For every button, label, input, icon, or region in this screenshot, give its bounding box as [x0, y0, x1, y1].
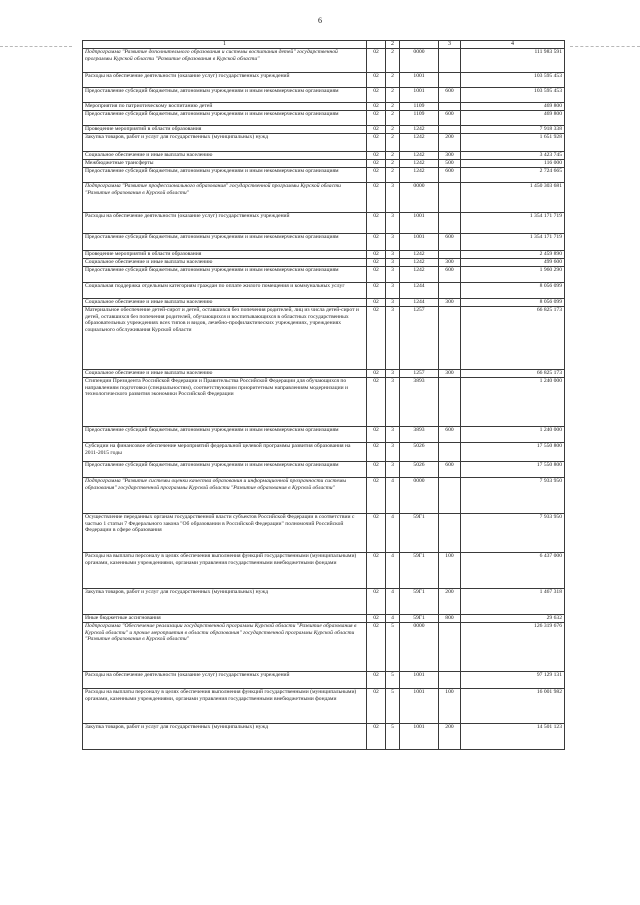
row-name-cell: Социальное обеспечение и иные выплаты населению [83, 259, 367, 267]
row-code-cell: 5026 [400, 443, 439, 462]
row-amount-cell: 499 600 [461, 259, 565, 267]
row-code-cell: 2 [386, 160, 400, 168]
table-row [83, 88, 565, 103]
row-code-cell: 5 [386, 672, 400, 689]
row-code-cell: 2 [386, 73, 400, 88]
row-name-cell: Расходы на обеспечение деятельности (оказание услуг) государственных учреждений [83, 213, 367, 234]
row-code-cell: 3 [386, 299, 400, 307]
row-amount-cell: 29 632 [461, 615, 565, 623]
row-name-cell: Проведение мероприятий в области образования [83, 251, 367, 259]
row-amount-cell: 14 501 123 [461, 724, 565, 750]
table-row [83, 307, 565, 370]
row-type-cell [439, 49, 461, 73]
row-type-cell [439, 378, 461, 427]
table-row [83, 378, 565, 427]
row-name-cell: Иные бюджетные ассигнования [83, 615, 367, 623]
row-code-cell: 1257 [400, 370, 439, 378]
row-code-cell: 1242 [400, 259, 439, 267]
row-type-cell: 100 [439, 553, 461, 589]
table-row [83, 234, 565, 251]
row-amount-cell: 1 354 171 719 [461, 213, 565, 234]
row-type-cell: 300 [439, 152, 461, 160]
row-code-cell: 02 [367, 589, 386, 615]
table-body [83, 49, 565, 750]
column-header [400, 41, 439, 49]
row-code-cell: 02 [367, 267, 386, 283]
row-code-cell: 1109 [400, 111, 439, 126]
row-code-cell: 5 [386, 724, 400, 750]
row-code-cell: 3 [386, 307, 400, 370]
row-code-cell: 02 [367, 49, 386, 73]
row-name-cell: Предоставление субсидий бюджетным, автономным учреждениям и иным некоммерческим организациям [83, 234, 367, 251]
table-row [83, 183, 565, 213]
row-code-cell: 02 [367, 134, 386, 152]
row-amount-cell: 126 319 676 [461, 623, 565, 672]
row-code-cell: 02 [367, 73, 386, 88]
row-name-cell: Субсидии на финансовое обеспечение мероприятий федеральной целевой программы развития образования на 2011-2015 годы [83, 443, 367, 462]
row-code-cell: 02 [367, 103, 386, 111]
row-name-cell: Расходы на обеспечение деятельности (оказание услуг) государственных учреждений [83, 73, 367, 88]
row-code-cell: 02 [367, 160, 386, 168]
row-amount-cell: 1 240 000 [461, 427, 565, 443]
row-amount-cell: 17 550 800 [461, 443, 565, 462]
row-code-cell: 02 [367, 672, 386, 689]
row-code-cell: 3 [386, 267, 400, 283]
table-header-row [83, 41, 565, 49]
row-name-cell: Межбюджетные трансферты [83, 160, 367, 168]
row-code-cell: 1242 [400, 160, 439, 168]
row-amount-cell: 7 933 950 [461, 514, 565, 553]
row-type-cell [439, 73, 461, 88]
row-type-cell: 600 [439, 267, 461, 283]
scan-artifact-line [570, 46, 640, 47]
row-code-cell: 2 [386, 152, 400, 160]
row-name-cell: Мероприятия по патриотическому воспитанию детей [83, 103, 367, 111]
row-amount-cell: 2 724 665 [461, 168, 565, 183]
row-code-cell: 1001 [400, 73, 439, 88]
row-code-cell: 02 [367, 251, 386, 259]
row-amount-cell: 66 825 173 [461, 370, 565, 378]
row-name-cell: Расходы на выплаты персоналу в целях обеспечения выполнения функций государственными (муниципальными) органами, казенными учреждениями, органами управления государственными внебюджетными фондами [83, 553, 367, 589]
row-type-cell: 600 [439, 427, 461, 443]
row-code-cell: 02 [367, 213, 386, 234]
row-name-cell: Предоставление субсидий бюджетным, автономным учреждениям и иным некоммерческим организациям [83, 427, 367, 443]
row-type-cell [439, 514, 461, 553]
row-code-cell: 3 [386, 259, 400, 267]
row-amount-cell: 66 825 173 [461, 307, 565, 370]
row-code-cell: 4 [386, 478, 400, 514]
row-type-cell [439, 213, 461, 234]
row-code-cell: 4 [386, 615, 400, 623]
row-amount-cell: 3 423 745 [461, 152, 565, 160]
row-type-cell [439, 103, 461, 111]
row-amount-cell: 103 595 453 [461, 73, 565, 88]
row-code-cell: 3 [386, 370, 400, 378]
row-code-cell: 0000 [400, 183, 439, 213]
row-code-cell: 02 [367, 183, 386, 213]
table-row [83, 553, 565, 589]
row-code-cell: 02 [367, 553, 386, 589]
row-code-cell: 5 [386, 623, 400, 672]
column-header: 1 [83, 41, 367, 49]
row-code-cell: 2 [386, 103, 400, 111]
row-code-cell: 02 [367, 259, 386, 267]
row-code-cell: 02 [367, 370, 386, 378]
row-code-cell: 2 [386, 49, 400, 73]
row-code-cell: 0000 [400, 623, 439, 672]
row-code-cell: 02 [367, 462, 386, 478]
page-number: 6 [318, 16, 322, 25]
row-type-cell: 600 [439, 462, 461, 478]
row-type-cell [439, 672, 461, 689]
row-code-cell: 02 [367, 88, 386, 103]
row-amount-cell: 8 056 099 [461, 299, 565, 307]
row-code-cell: 1109 [400, 103, 439, 111]
row-code-cell: 4 [386, 553, 400, 589]
row-type-cell [439, 478, 461, 514]
row-code-cell: 3 [386, 462, 400, 478]
table-row [83, 49, 565, 73]
table-row [83, 623, 565, 672]
row-name-cell: Предоставление субсидий бюджетным, автономным учреждениям и иным некоммерческим организациям [83, 168, 367, 183]
table-row [83, 168, 565, 183]
row-name-cell: Закупка товаров, работ и услуг для государственных (муниципальных) нужд [83, 589, 367, 615]
row-code-cell: 3893 [400, 427, 439, 443]
row-code-cell: 5026 [400, 462, 439, 478]
row-amount-cell: 8 056 099 [461, 283, 565, 299]
row-code-cell: 3 [386, 213, 400, 234]
row-code-cell: 4 [386, 514, 400, 553]
row-code-cell: 59Г1 [400, 615, 439, 623]
row-code-cell: 02 [367, 126, 386, 134]
row-code-cell: 02 [367, 623, 386, 672]
row-type-cell: 300 [439, 370, 461, 378]
row-name-cell: Подпрограмма "Развитие профессионального образования" государственной программы Курской области "Развитие образования в Курской области" [83, 183, 367, 213]
row-code-cell: 2 [386, 134, 400, 152]
row-code-cell: 3 [386, 443, 400, 462]
scan-artifact-line [0, 46, 72, 47]
row-code-cell: 02 [367, 427, 386, 443]
table-row [83, 267, 565, 283]
row-amount-cell: 1 651 928 [461, 134, 565, 152]
row-code-cell: 02 [367, 299, 386, 307]
row-code-cell: 1001 [400, 672, 439, 689]
table-row [83, 251, 565, 259]
row-name-cell: Закупка товаров, работ и услуг для государственных (муниципальных) нужд [83, 134, 367, 152]
row-name-cell: Предоставление субсидий бюджетным, автономным учреждениям и иным некоммерческим организациям [83, 111, 367, 126]
row-amount-cell: 103 595 453 [461, 88, 565, 103]
row-amount-cell: 1 450 303 681 [461, 183, 565, 213]
row-name-cell: Проведение мероприятий в области образования [83, 126, 367, 134]
table-row [83, 724, 565, 750]
row-type-cell: 200 [439, 724, 461, 750]
column-header [367, 41, 386, 49]
row-type-cell: 600 [439, 234, 461, 251]
row-type-cell: 500 [439, 160, 461, 168]
row-name-cell: Социальная поддержка отдельным категориям граждан по оплате жилого помещения и коммунальных услуг [83, 283, 367, 299]
row-code-cell: 1242 [400, 251, 439, 259]
row-code-cell: 02 [367, 514, 386, 553]
row-code-cell: 3 [386, 183, 400, 213]
column-header: 4 [461, 41, 565, 49]
row-amount-cell: 469 800 [461, 103, 565, 111]
row-code-cell: 1001 [400, 213, 439, 234]
row-code-cell: 1242 [400, 134, 439, 152]
row-code-cell: 02 [367, 152, 386, 160]
row-code-cell: 0000 [400, 478, 439, 514]
table-row [83, 462, 565, 478]
row-code-cell: 5 [386, 689, 400, 724]
table-row [83, 160, 565, 168]
row-amount-cell: 1 354 171 719 [461, 234, 565, 251]
table-row [83, 370, 565, 378]
row-code-cell: 1242 [400, 168, 439, 183]
row-type-cell: 800 [439, 615, 461, 623]
row-code-cell: 1244 [400, 283, 439, 299]
row-name-cell: Предоставление субсидий бюджетным, автономным учреждениям и иным некоммерческим организациям [83, 267, 367, 283]
row-code-cell: 02 [367, 689, 386, 724]
row-code-cell: 3893 [400, 378, 439, 427]
row-code-cell: 02 [367, 443, 386, 462]
table-row [83, 103, 565, 111]
row-code-cell: 02 [367, 378, 386, 427]
budget-table [82, 40, 565, 750]
row-code-cell: 59Г1 [400, 589, 439, 615]
row-type-cell [439, 183, 461, 213]
row-amount-cell: 6 437 000 [461, 553, 565, 589]
row-name-cell: Стипендии Президента Российской Федерации и Правительства Российской Федерации для обучающихся по направлениям подготовки (специальностям), соответствующим приоритетным направлениям модернизации и технологического развития экономики Российской Федерации [83, 378, 367, 427]
row-code-cell: 1001 [400, 88, 439, 103]
row-code-cell: 02 [367, 615, 386, 623]
row-code-cell: 02 [367, 168, 386, 183]
row-amount-cell: 7 918 338 [461, 126, 565, 134]
row-code-cell: 02 [367, 234, 386, 251]
row-code-cell: 4 [386, 589, 400, 615]
row-amount-cell: 2 459 890 [461, 251, 565, 259]
row-type-cell: 600 [439, 111, 461, 126]
table-row [83, 73, 565, 88]
row-amount-cell: 97 129 131 [461, 672, 565, 689]
row-type-cell [439, 307, 461, 370]
table-row [83, 589, 565, 615]
row-type-cell: 200 [439, 589, 461, 615]
table-row [83, 134, 565, 152]
row-code-cell: 2 [386, 88, 400, 103]
row-type-cell: 600 [439, 168, 461, 183]
row-name-cell: Материальное обеспечение детей-сирот и детей, оставшихся без попечения родителей, лиц из числа детей-сирот и детей, оставшихся без попечения родителей, обучающихся и воспитывающихся в областных государственных образовательных учреждениях всех типов и видов, лечебно-профилактических учреждениях, учреждениях социального обслуживания Курской области [83, 307, 367, 370]
row-code-cell: 1001 [400, 689, 439, 724]
row-code-cell: 1242 [400, 126, 439, 134]
row-code-cell: 02 [367, 478, 386, 514]
table-row [83, 689, 565, 724]
row-name-cell: Расходы на обеспечение деятельности (оказание услуг) государственных учреждений [83, 672, 367, 689]
row-amount-cell: 1 240 000 [461, 378, 565, 427]
table-row [83, 283, 565, 299]
row-code-cell: 02 [367, 283, 386, 299]
row-code-cell: 3 [386, 251, 400, 259]
table-row [83, 443, 565, 462]
row-type-cell [439, 283, 461, 299]
table-row [83, 126, 565, 134]
table-row [83, 259, 565, 267]
row-code-cell: 02 [367, 307, 386, 370]
row-code-cell: 3 [386, 234, 400, 251]
table-row [83, 152, 565, 160]
row-type-cell: 300 [439, 299, 461, 307]
row-name-cell: Предоставление субсидий бюджетным, автономным учреждениям и иным некоммерческим организациям [83, 88, 367, 103]
row-code-cell: 3 [386, 283, 400, 299]
row-amount-cell: 1 467 318 [461, 589, 565, 615]
row-type-cell [439, 623, 461, 672]
column-header: 2 [386, 41, 400, 49]
row-name-cell: Предоставление субсидий бюджетным, автономным учреждениям и иным некоммерческим организациям [83, 462, 367, 478]
row-code-cell: 2 [386, 168, 400, 183]
row-type-cell [439, 443, 461, 462]
row-type-cell [439, 251, 461, 259]
row-code-cell: 2 [386, 126, 400, 134]
table-row [83, 427, 565, 443]
row-code-cell: 0000 [400, 49, 439, 73]
row-amount-cell: 16 001 982 [461, 689, 565, 724]
row-amount-cell: 111 983 591 [461, 49, 565, 73]
table-row [83, 111, 565, 126]
row-name-cell: Подпрограмма "Обеспечение реализации государственной программы Курской области "Развитие образования в Курской области" и прочие мероприятия в области образования" государственной программы Курской области "Развитие образования в Курской области" [83, 623, 367, 672]
row-name-cell: Подпрограмма "Развитие системы оценки качества образования и информационной прозрачности системы образования" государственной программы Курской области "Развитие образования в Курской области" [83, 478, 367, 514]
column-header: 3 [439, 41, 461, 49]
row-type-cell: 300 [439, 259, 461, 267]
row-type-cell: 100 [439, 689, 461, 724]
row-code-cell: 1244 [400, 299, 439, 307]
row-amount-cell: 116 000 [461, 160, 565, 168]
row-amount-cell: 1 960 290 [461, 267, 565, 283]
row-type-cell: 600 [439, 88, 461, 103]
row-name-cell: Социальное обеспечение и иные выплаты населению [83, 370, 367, 378]
table-row [83, 213, 565, 234]
row-name-cell: Подпрограмма "Развитие дополнительного образования и системы воспитания детей" государственной программы Курской области "Развитие образования в Курской области" [83, 49, 367, 73]
row-code-cell: 59Г1 [400, 553, 439, 589]
table-row [83, 514, 565, 553]
table-row [83, 299, 565, 307]
row-code-cell: 02 [367, 111, 386, 126]
row-amount-cell: 7 933 950 [461, 478, 565, 514]
row-code-cell: 1001 [400, 234, 439, 251]
row-code-cell: 3 [386, 378, 400, 427]
row-amount-cell: 17 550 800 [461, 462, 565, 478]
row-code-cell: 1257 [400, 307, 439, 370]
table-row [83, 478, 565, 514]
row-code-cell: 1001 [400, 724, 439, 750]
row-code-cell: 3 [386, 427, 400, 443]
row-type-cell: 200 [439, 134, 461, 152]
row-type-cell [439, 126, 461, 134]
row-code-cell: 59Г1 [400, 514, 439, 553]
row-name-cell: Расходы на выплаты персоналу в целях обеспечения выполнения функций государственными (муниципальными) органами, казенными учреждениями, органами управления государственными внебюджетными фондами [83, 689, 367, 724]
row-name-cell: Социальное обеспечение и иные выплаты населению [83, 152, 367, 160]
row-code-cell: 1242 [400, 152, 439, 160]
row-name-cell: Закупка товаров, работ и услуг для государственных (муниципальных) нужд [83, 724, 367, 750]
table-row [83, 615, 565, 623]
row-code-cell: 2 [386, 111, 400, 126]
row-code-cell: 02 [367, 724, 386, 750]
row-name-cell: Социальное обеспечение и иные выплаты населению [83, 299, 367, 307]
row-name-cell: Осуществление переданных органам государственной власти субъектов Российской Федерации в соответствии с частью 1 статьи 7 Федерального закона "Об образовании в Российской Федерации" полномочий Российской Федерации в сфере образования [83, 514, 367, 553]
row-code-cell: 1242 [400, 267, 439, 283]
table-row [83, 672, 565, 689]
row-amount-cell: 469 800 [461, 111, 565, 126]
